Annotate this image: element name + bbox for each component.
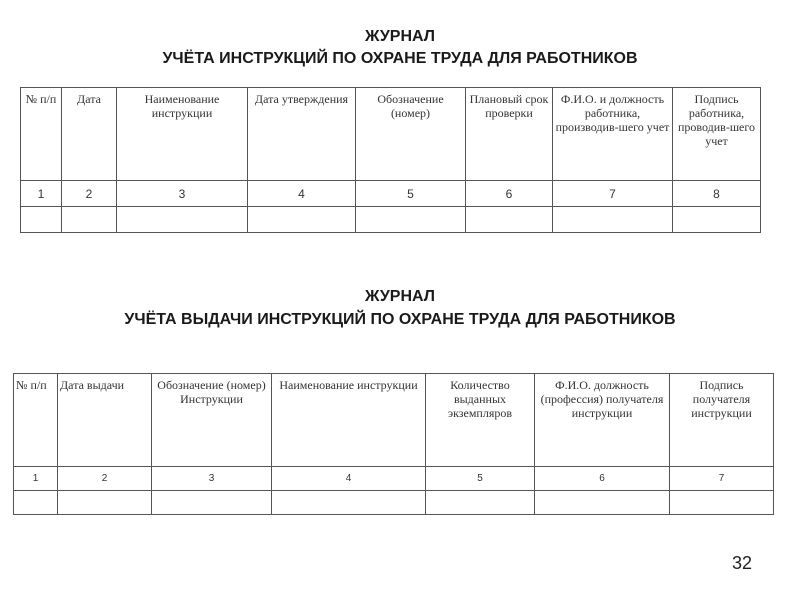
- column-number: 3: [152, 467, 272, 491]
- empty-cell[interactable]: [553, 207, 673, 233]
- header-cell: Наименование инструкции: [117, 88, 248, 181]
- empty-cell[interactable]: [535, 491, 670, 515]
- column-number: 4: [272, 467, 426, 491]
- column-number: 3: [117, 181, 248, 207]
- column-number: 2: [62, 181, 117, 207]
- journal1-number-row: [21, 181, 761, 207]
- page-number: 32: [731, 553, 752, 573]
- header-cell: Дата утверждения: [248, 88, 356, 181]
- empty-cell[interactable]: [466, 207, 553, 233]
- header-cell: № п/п: [21, 88, 62, 181]
- column-number: 5: [426, 467, 535, 491]
- journal2-title: ЖУРНАЛ: [364, 288, 435, 305]
- column-number: 1: [21, 181, 62, 207]
- empty-cell[interactable]: [117, 207, 248, 233]
- journal2-number-row: [14, 467, 774, 491]
- header-cell: Обозначение (номер): [356, 88, 466, 181]
- column-number: 7: [553, 181, 673, 207]
- header-cell: Дата: [62, 88, 117, 181]
- header-cell: Количество выданных экземпляров: [426, 374, 535, 467]
- journal1-subtitle: УЧЁТА ИНСТРУКЦИЙ ПО ОХРАНЕ ТРУДА ДЛЯ РАБОТНИКОВ: [162, 50, 638, 67]
- header-cell: Подпись работника, проводив-шего учет: [673, 88, 761, 181]
- header-cell: Ф.И.О. должность (профессия) получателя инструкции: [535, 374, 670, 467]
- empty-cell[interactable]: [272, 491, 426, 515]
- journal1-title: ЖУРНАЛ: [364, 28, 435, 45]
- column-number: 7: [670, 467, 774, 491]
- empty-cell[interactable]: [62, 207, 117, 233]
- column-number: 4: [248, 181, 356, 207]
- header-cell: Дата выдачи: [58, 374, 152, 467]
- header-cell: Подпись получателя инструкции: [670, 374, 774, 467]
- column-number: 2: [58, 467, 152, 491]
- journal2-table: [13, 373, 774, 515]
- header-cell: Обозначение (номер) Инструкции: [152, 374, 272, 467]
- journal1-header-row: [21, 88, 761, 181]
- empty-cell[interactable]: [248, 207, 356, 233]
- empty-cell[interactable]: [426, 491, 535, 515]
- journal2-header-row: [14, 374, 774, 467]
- journal1-empty-row: [21, 207, 761, 233]
- journal2-empty-row: [14, 491, 774, 515]
- empty-cell[interactable]: [356, 207, 466, 233]
- header-cell: № п/п: [14, 374, 58, 467]
- header-cell: Наименование инструкции: [272, 374, 426, 467]
- column-number: 1: [14, 467, 58, 491]
- header-cell: Ф.И.О. и должность работника, производив-шего учет: [553, 88, 673, 181]
- column-number: 6: [466, 181, 553, 207]
- journal1-table: [20, 87, 761, 233]
- header-cell: Плановый срок проверки: [466, 88, 553, 181]
- journal2-subtitle: УЧЁТА ВЫДАЧИ ИНСТРУКЦИЙ ПО ОХРАНЕ ТРУДА ДЛЯ РАБОТНИКОВ: [124, 311, 676, 328]
- empty-cell[interactable]: [21, 207, 62, 233]
- empty-cell[interactable]: [58, 491, 152, 515]
- column-number: 5: [356, 181, 466, 207]
- column-number: 8: [673, 181, 761, 207]
- empty-cell[interactable]: [14, 491, 58, 515]
- empty-cell[interactable]: [670, 491, 774, 515]
- empty-cell[interactable]: [152, 491, 272, 515]
- column-number: 6: [535, 467, 670, 491]
- empty-cell[interactable]: [673, 207, 761, 233]
